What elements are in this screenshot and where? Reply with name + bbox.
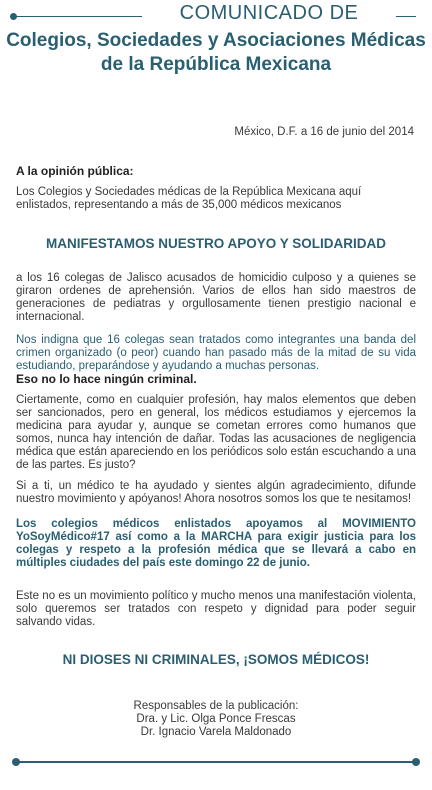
paragraph-5: Los colegios médicos enlistados apoyamos al MOVIMIENTO YoSoyMédico#17 así como a la MARCHA para exigir justicia para los colegas y respeto a la profesión médica que se llevará a cabo en múltiples ciudades del país este domingo 22 de junio. [16, 518, 416, 569]
paragraph-4: Si a ti, un médico te ha ayudado y sientes algún agradecimiento, difunde nuestro movimiento y apóyanos! Ahora nosotros somos los que te nesitamos! [16, 480, 416, 505]
document-date: México, D.F. a 16 de junio del 2014 [234, 126, 414, 138]
responsable-name-1: Dra. y Lic. Olga Ponce Frescas [136, 713, 296, 725]
header-title: COMUNICADO DE [179, 2, 359, 24]
footer-left-dot [12, 758, 20, 766]
header-right-rule [396, 16, 416, 17]
responsable-name-2: Dr. Ignacio Varela Maldonado [140, 726, 292, 738]
header-line-3: de la República Mexicana [100, 54, 332, 75]
paragraph-1: a los 16 colegas de Jalisco acusados de homicidio culposo y a quienes se giraron ordenes de aprehensión. Varios de ellos han sido maestros de generaciones de pediatras y orgullosamente tienen prestigio nacional e internacional. [16, 272, 416, 323]
paragraph-2 [16, 334, 416, 387]
footer-right-dot [412, 758, 420, 766]
header-left-rule [14, 16, 142, 17]
heading-closing: NI DIOSES NI CRIMINALES, ¡SOMOS MÉDICOS! [62, 652, 370, 667]
salutation: A la opinión pública: [16, 164, 134, 178]
document-header [0, 0, 432, 92]
heading-support: MANIFESTAMOS NUESTRO APOYO Y SOLIDARIDAD [45, 236, 387, 251]
footer-rule [16, 761, 416, 763]
paragraph-3: Ciertamente, como en cualquier profesión, hay malos elementos que deben ser sancionados, pero en general, los médicos estudiamos y ejercemos la medicina para ayudar y, aunque se cometan errores como humanos que somos, nunca hay intención de dañar. Todas las acusaciones de negligencia médica que están apareciendo en los periódicos solo están escuchando a una de las partes. Es justo? [16, 394, 416, 471]
paragraph-6: Este no es un movimiento político y mucho menos una manifestación violenta, solo queremos ser tratados con respeto y dignidad para poder seguir salvando vidas. [16, 590, 416, 628]
responsables-block [0, 700, 432, 739]
responsables-label: Responsables de la publicación: [133, 700, 299, 712]
intro-paragraph: Los Colegios y Sociedades médicas de la República Mexicana aquí enlistados, representando a más de 35,000 médicos mexicanos [16, 186, 362, 211]
paragraph-2-bold: Eso no lo hace ningún criminal. [16, 372, 197, 386]
header-line-2: Colegios, Sociedades y Asociaciones Médicas [6, 30, 426, 51]
paragraph-2-text: Nos indigna que 16 colegas sean tratados como integrantes una banda del crimen organizado (o peor) cuando han pasado más de la mitad de su vida estudiando, preparándose y ayudando a muchas personas. [16, 334, 416, 372]
